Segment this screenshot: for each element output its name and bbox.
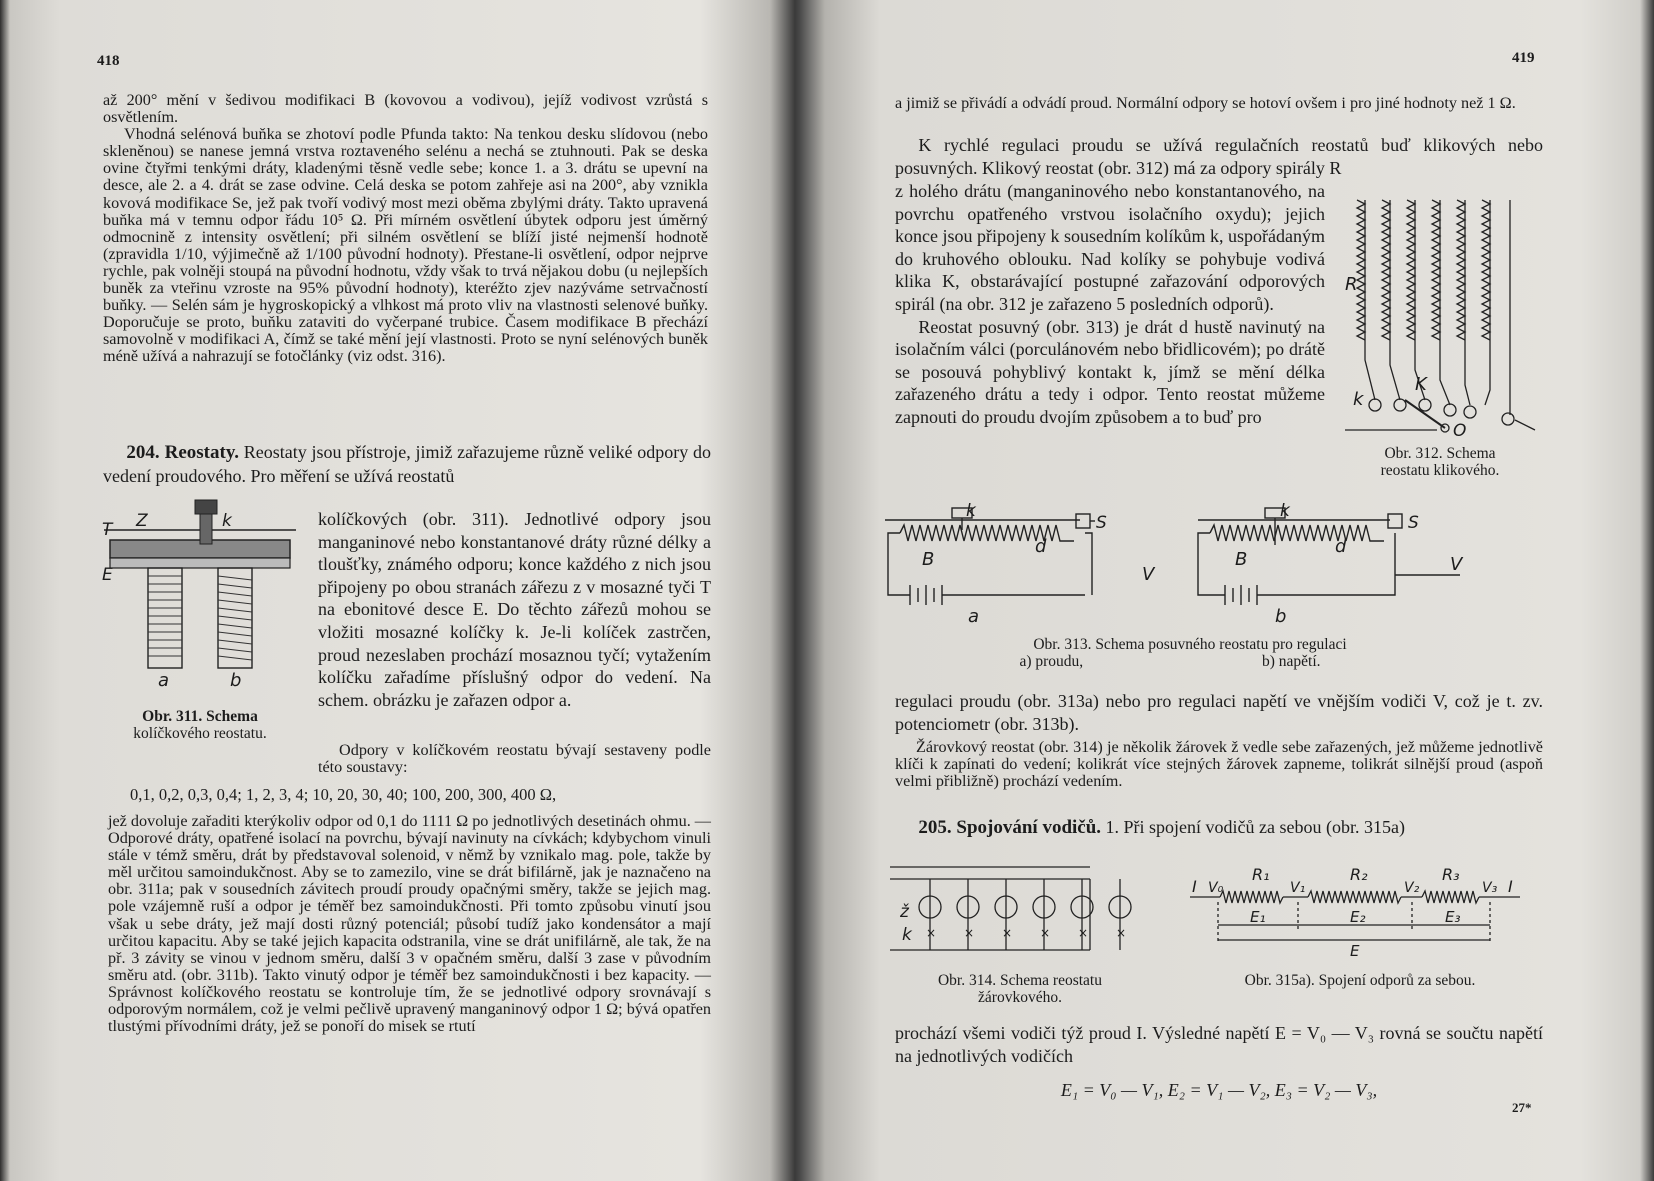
paragraph: z holého drátu (manganinového nebo konstantanového, na povrchu opatřeného vrstvou isolačního oxydu); jejich konce jsou připojeny k sousedním kolíkům k, uspořádaným do kruhového oblouku. Nad kolíky se pohybuje vodivá klika K, obstarávající postupné zařazování odporových spirál (na obr. 312 je zařazeno 5 posledních odporů).	[895, 181, 1325, 314]
caption-title: Obr. 315a). Spojení odporů za sebou.	[1244, 972, 1476, 989]
figure-315a-diagram	[1190, 862, 1530, 962]
figure-311-diagram	[100, 490, 300, 690]
label-R2: R₂	[1350, 865, 1368, 884]
paragraph: K rychlé regulaci proudu se užívá regulačních reostatů buď klikových nebo posuvných. Klikový reostat (obr. 312) má za odpory spirály R	[895, 135, 1543, 178]
label-a: a	[158, 670, 170, 691]
label-B: B	[922, 549, 935, 570]
svg-text:×: ×	[1116, 926, 1127, 940]
figure-314-caption	[890, 972, 1150, 1006]
paragraph: Reostaty jsou přístroje, jimiž zařazujeme různě veliké odpory do vedení proudového. Pro měření se užívá reostatů	[103, 442, 711, 486]
caption-a: a) proudu,	[1019, 653, 1084, 670]
left-text-top	[103, 92, 708, 366]
svg-text:×: ×	[1078, 926, 1089, 940]
caption-title: Obr. 313. Schema posuvného reostatu pro regulaci	[1033, 636, 1347, 653]
paragraph: jež dovoluje zařaditi kterýkoliv odpor od 0,1 do 1111 Ω po jednotlivých desetinách ohmu. — Odporové dráty, opatřené isolací na povrchu, bývají navinuty na cívkách; kdybychom vinuli stále v témž směru, drát by představoval solenoid, v němž by vznikalo mag. pole, takže by měl určitou samoindukčnost. Aby se to zamezilo, vine se drát bifilárně, jak je naznačeno na obr. 311a; pak v sousedních závitech proudí proudy opačnými směry, takže se jejich mag. pole vzájemně ruší a odpor je téměř bez samoindukčnosti. Při tomto způsobu vinutí jsou však u sebe dráty, jež mají dosti různý potenciál; působí tudíž jako kondensátor a mají určitou kapacitu. Aby se také jejich kapacita odstranila, vine se drát unifilárně, ale tak, že na př. 3 závity se vinou v jednom směru, další 3 v opačném směru, další 3 zase v původním směru atd. (obr. 311b). Takto vinutý odpor je téměř bez samoindukčnosti i bez kapacity. — Správnost kolíčkového reostatu se kontroluje tím, že se jednotlivé odpory srovnávají s odporovým normálem, což je velmi pečlivě upravený manganinový odpor 1 Ω; bývá opatřen tlustými přívodními dráty, jež se ponoří do misek se rtutí	[108, 812, 711, 1036]
paragraph: 1. Při spojení vodičů za sebou (obr. 315a)	[1105, 817, 1405, 837]
caption-title: Obr. 312. Schema	[1384, 445, 1496, 462]
paragraph: až 200° mění v šedivou modifikaci B (kovovou a vodivou), jejíž vodivost vzrůstá s osvětlením.	[103, 91, 708, 127]
label-z: ž	[900, 902, 909, 922]
right-page	[800, 0, 1654, 1181]
label-R: R	[1345, 274, 1358, 295]
section-heading: 205. Spojování vodičů.	[918, 817, 1102, 838]
right-para2-lead	[895, 134, 1543, 179]
label-V2: V₂	[1404, 880, 1420, 896]
formula: E₁ = V₀ — V₁, E₂ = V₁ — V₂, E₃ = V₂ — V₃,	[1060, 1080, 1378, 1100]
left-page	[0, 0, 790, 1181]
label-k: k	[1353, 389, 1364, 410]
label-Z: Z	[136, 511, 148, 531]
paragraph: a jimiž se přivádí a odvádí proud. Normální odpory se hotoví ovšem i pro jiné hodnoty než 1 Ω.	[895, 94, 1516, 112]
figure-311-caption	[100, 708, 300, 742]
section-205-lead	[895, 816, 1543, 840]
label-I: I	[1508, 877, 1513, 896]
paragraph: prochází všemi vodiči týž proud I. Výsledné napětí E = V₀ — V₃ rovná se součtu napětí na jednotlivých vodičích	[895, 1023, 1543, 1066]
figure-314-diagram	[890, 862, 1150, 962]
svg-text:×: ×	[1040, 926, 1051, 940]
paragraph: kolíčkových (obr. 311). Jednotlivé odpory jsou manganinové nebo konstantanové dráty různé délky a tloušťky, známého odporu; konce každého z nich jsou připojeny po obou stranách zářezu z v mosazné tyči T na ebonitové desce E. Do těchto zářezů mohou se vložiti mosazné kolíčky k. Je-li kolíček zastrčen, proud nezeslaben prochází mosaznou tyčí; vytažením kolíčku zařadíme příslušný odpor do vedení. Na schem. obrázku je zařazen odpor a.	[318, 509, 711, 710]
label-b: b	[230, 670, 242, 691]
figure-315a-caption	[1180, 972, 1540, 989]
caption-sub: reostatu klikového.	[1380, 462, 1500, 479]
label-d: d	[1035, 536, 1047, 557]
label-S: S	[1408, 513, 1419, 533]
label-E: E	[1350, 942, 1360, 960]
paragraph: Odpory v kolíčkovém reostatu bývají sestaveny podle této soustavy:	[318, 741, 711, 777]
label-k: k	[1280, 501, 1290, 521]
label-V: V	[1142, 564, 1155, 585]
paragraph: Žárovkový reostat (obr. 314) je několik žárovek ž vedle sebe zařazených, jež můžeme jednotlivě klíči k zapínati do vedení; kolikrát více stejných žárovek zapneme, tolikrát silnější proud (aspoň velmi přibližně) prochází vedením.	[895, 738, 1543, 791]
label-V0: V₀	[1208, 880, 1224, 896]
label-R1: R₁	[1252, 865, 1270, 884]
caption-b: b) napětí.	[1262, 653, 1321, 670]
caption-sub: kolíčkového reostatu.	[133, 725, 267, 742]
signature-mark: 27*	[1512, 1100, 1532, 1115]
label-V: V	[1450, 554, 1463, 575]
label-I: I	[1192, 877, 1197, 896]
label-d: d	[1335, 536, 1347, 557]
right-para6	[895, 1022, 1543, 1067]
label-O: O	[1453, 421, 1467, 441]
right-wrap-text	[895, 180, 1325, 429]
paragraph: Reostat posuvný (obr. 313) je drát d hustě navinutý na isolačním válci (porculánovém nebo břidlicovém); po drátě se posouvá pohyblivý kontakt k, jímž se mění délka zařazeného drátu a tedy i odpor. Tento reostat můžeme zapnouti do proudu dvojím způsobem a to buď pro	[895, 316, 1325, 427]
right-para4	[895, 690, 1543, 735]
page-number-right: 419	[1512, 50, 1535, 66]
section-204-lead	[103, 441, 711, 487]
figure-313-diagram	[880, 500, 1470, 630]
label-R3: R₃	[1442, 865, 1460, 884]
paragraph: regulaci proudu (obr. 313a) nebo pro regulaci napětí ve vnějším vodiči V, což je t. zv. potenciometr (obr. 313b).	[895, 691, 1543, 734]
label-E: E	[102, 565, 113, 585]
label-V1: V₁	[1290, 880, 1306, 896]
left-text-bottom	[108, 813, 711, 1035]
label-k: k	[222, 511, 232, 531]
label-S: S	[1096, 513, 1107, 533]
label-B: B	[1235, 549, 1248, 570]
figure-312-diagram	[1345, 190, 1535, 440]
label-k: k	[902, 925, 912, 945]
svg-text:×: ×	[964, 926, 975, 940]
label-T: T	[102, 520, 113, 540]
label-E3: E₃	[1445, 908, 1461, 926]
label-E1: E₁	[1250, 908, 1266, 926]
paragraph: Vhodná selénová buňka se zhotoví podle Pfunda takto: Na tenkou desku slídovou (nebo skleněnou) se nanese jemná vrstva roztaveného selénu a nechá se ztuhnouti. Pak se deska ovine čtyřmi tenkými dráty, kladenými těsně vedle sebe; konce 1. a 3. drátu se upevní na desce, ale 2. a 4. drát se zase odvine. Celá deska se potom zahřeje asi na 200°, aby vznikla kovová modifikace Se, jež pak tvoří vodivý most mezi oběma zbylými dráty. Takto upravená buňka má v temnu odpor řádu 10⁵ Ω. Při mírném osvětlení úbytek odporu jest úměrný odmocnině z intensity osvětlení; při silném osvětlení se blíží jisté nejmenší hodnotě (zpravidla 1/10, výjimečně až 1/100 původní hodnoty). Přestane-li osvětlení, odpor nejprve rychle, pak volněji stoupá na původní hodnotu, vždy však to trvá nějakou dobu (u nejlepších buněk za vteřinu vzroste na 95% původní hodnoty), kteréžto zjev nazýváme setrvačností buňky. — Selén sám je hygroskopický a vlhkost má proto vliv na vlastnosti selenové buňky. Doporučuje se proto, buňku zataviti do vyčerpané trubice. Časem modifikace B přechází samovolně v modifikaci A, čímž se také mění její vlastnosti. Proto se nyní selénových buněk méně užívá a nahrazují se fotočlánky (viz odst. 316).	[103, 125, 708, 366]
caption-title: Obr. 314. Schema reostatu	[937, 972, 1102, 989]
caption-sub: žárovkového.	[978, 989, 1062, 1006]
figure-313-caption	[930, 636, 1450, 670]
resistance-series: 0,1, 0,2, 0,3, 0,4; 1, 2, 3, 4; 10, 20, 30, 40; 100, 200, 300, 400 Ω,	[130, 785, 557, 804]
svg-text:×: ×	[926, 926, 937, 940]
caption-title: Obr. 311. Schema	[142, 708, 258, 725]
section-heading: 204. Reostaty.	[126, 442, 240, 463]
figure-312-caption	[1340, 445, 1540, 479]
label-k: k	[966, 501, 976, 521]
right-para5	[895, 739, 1543, 790]
page-number-left: 418	[97, 53, 120, 69]
label-b: b	[1275, 606, 1287, 627]
label-V3: V₃	[1482, 880, 1498, 896]
label-K: K	[1415, 374, 1427, 395]
section-204-wrap	[318, 508, 711, 711]
right-text-top	[895, 95, 1543, 112]
label-a: a	[968, 606, 980, 627]
label-E2: E₂	[1350, 908, 1366, 926]
svg-text:×: ×	[1002, 926, 1013, 940]
section-204-after	[318, 742, 711, 776]
